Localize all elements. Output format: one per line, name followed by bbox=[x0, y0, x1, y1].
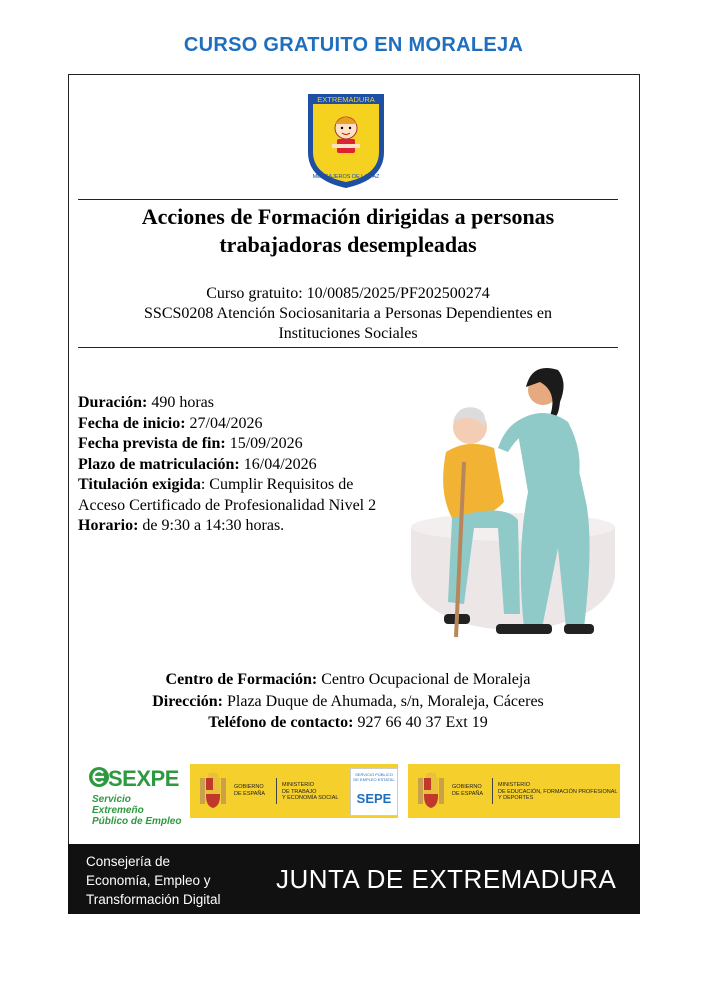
sexpe-e-icon bbox=[88, 766, 110, 788]
logo-bottom-text: MENSAJEROS DE LA PAZ bbox=[312, 174, 380, 180]
titulacion-value: : Cumplir Requisitos de Acceso Certificado de Profesionalidad Nivel 2 bbox=[78, 476, 377, 514]
heading-line-1: Acciones de Formación dirigidas a personas bbox=[141, 204, 555, 229]
detail-plazo bbox=[78, 455, 390, 476]
fin-label: Fecha prevista de fin: bbox=[78, 435, 226, 452]
mensajeros-de-la-paz-shield-icon bbox=[306, 92, 386, 190]
coat-of-arms-icon bbox=[414, 772, 448, 810]
junta-de-extremadura-logo: JUNTA DE EXTREMADURA bbox=[276, 864, 617, 894]
gobierno-2-line-2: DE ESPAÑA bbox=[452, 790, 484, 797]
direccion-label: Dirección: bbox=[152, 692, 223, 710]
consejeria-line-2: Economía, Empleo y bbox=[86, 873, 211, 888]
course-name-line-1: SSCS0208 Atención Sociosanitaria a Personas Dependientes en bbox=[144, 305, 552, 322]
course-details bbox=[78, 393, 390, 537]
sepe-logo bbox=[350, 768, 398, 816]
main-heading bbox=[78, 203, 618, 259]
sepe-name: SEPE bbox=[356, 791, 392, 806]
ministerio-1-line-2: DE TRABAJO bbox=[282, 788, 317, 795]
centro-label: Centro de Formación: bbox=[165, 671, 318, 688]
sepe-small-text: SERVICIO PÚBLICO DE EMPLEO ESTATAL bbox=[353, 772, 395, 782]
gobierno-1-line-2: DE ESPAÑA bbox=[234, 790, 266, 797]
detail-duracion bbox=[78, 393, 390, 414]
ministerio-2-line-3: Y DEPORTES bbox=[498, 795, 534, 801]
ministerio-2-line-1: MINISTERIO bbox=[498, 782, 531, 788]
direccion-row bbox=[78, 691, 618, 713]
divider-top bbox=[78, 199, 618, 200]
detail-titulacion bbox=[78, 475, 390, 516]
gobierno-text-1 bbox=[234, 784, 265, 797]
horario-value: de 9:30 a 14:30 horas. bbox=[138, 517, 285, 534]
consejeria-line-1: Consejería de bbox=[86, 854, 171, 869]
course-code: Curso gratuito: 10/0085/2025/PF202500274 bbox=[206, 285, 490, 302]
detail-horario bbox=[78, 516, 390, 537]
gobierno-1-line-1: GOBIERNO bbox=[234, 784, 264, 790]
junta-footer bbox=[68, 844, 640, 914]
ministerio-trabajo-text bbox=[282, 782, 338, 802]
inicio-value: 27/04/2026 bbox=[185, 414, 263, 432]
gobierno-2-line-1: GOBIERNO bbox=[452, 784, 482, 790]
sexpe-name: SEXPE bbox=[108, 766, 179, 791]
ministerio-1-line-3: Y ECONOMÍA SOCIAL bbox=[282, 795, 339, 801]
titulacion-label: Titulación exigida bbox=[78, 476, 201, 493]
heading-line-2: trabajadoras desempleadas bbox=[219, 232, 477, 257]
duracion-value: 490 horas bbox=[147, 394, 214, 411]
ministerio-2-line-2: DE EDUCACIÓN, FORMACIÓN PROFESIONAL bbox=[498, 788, 618, 795]
ministerio-educacion-text bbox=[498, 782, 618, 802]
telefono-value: 927 66 40 37 Ext 19 bbox=[353, 714, 488, 731]
page-title: CURSO GRATUITO EN MORALEJA bbox=[183, 34, 524, 56]
gobierno-educacion-logo bbox=[408, 764, 620, 818]
plazo-label: Plazo de matriculación: bbox=[78, 455, 240, 473]
gobierno-text-2 bbox=[452, 784, 483, 797]
sexpe-sub-1: Servicio Extremeño bbox=[92, 794, 144, 816]
detail-inicio bbox=[78, 414, 390, 435]
ministerio-1-line-1: MINISTERIO bbox=[282, 782, 315, 788]
institutional-logos bbox=[88, 764, 620, 827]
inicio-label: Fecha de inicio: bbox=[78, 414, 186, 432]
sexpe-subtitle bbox=[92, 794, 182, 827]
sexpe-sub-2: Público de Empleo bbox=[92, 816, 182, 827]
course-info bbox=[78, 284, 618, 344]
divider-bottom bbox=[78, 347, 618, 348]
course-name-line-2: Instituciones Sociales bbox=[278, 325, 418, 342]
direccion-value: Plaza Duque de Ahumada, s/n, Moraleja, Cáceres bbox=[223, 692, 544, 710]
logo-top-text: EXTREMADURA bbox=[317, 95, 375, 104]
fin-value: 15/09/2026 bbox=[225, 435, 303, 452]
consejeria-text bbox=[86, 852, 246, 909]
horario-label: Horario: bbox=[78, 517, 139, 534]
duracion-label: Duración: bbox=[78, 394, 148, 411]
center-info bbox=[78, 669, 618, 734]
consejeria-line-3: Transformación Digital bbox=[86, 892, 221, 907]
centro-value: Centro Ocupacional de Moraleja bbox=[317, 671, 531, 688]
telefono-label: Teléfono de contacto: bbox=[208, 714, 354, 731]
telefono-row bbox=[78, 712, 618, 734]
coat-of-arms-icon bbox=[196, 772, 230, 810]
plazo-value: 16/04/2026 bbox=[239, 455, 317, 473]
sexpe-logo bbox=[88, 764, 182, 827]
detail-fin bbox=[78, 434, 390, 455]
centro-row bbox=[78, 669, 618, 691]
caregiver-helping-elderly-man-icon bbox=[408, 352, 618, 652]
